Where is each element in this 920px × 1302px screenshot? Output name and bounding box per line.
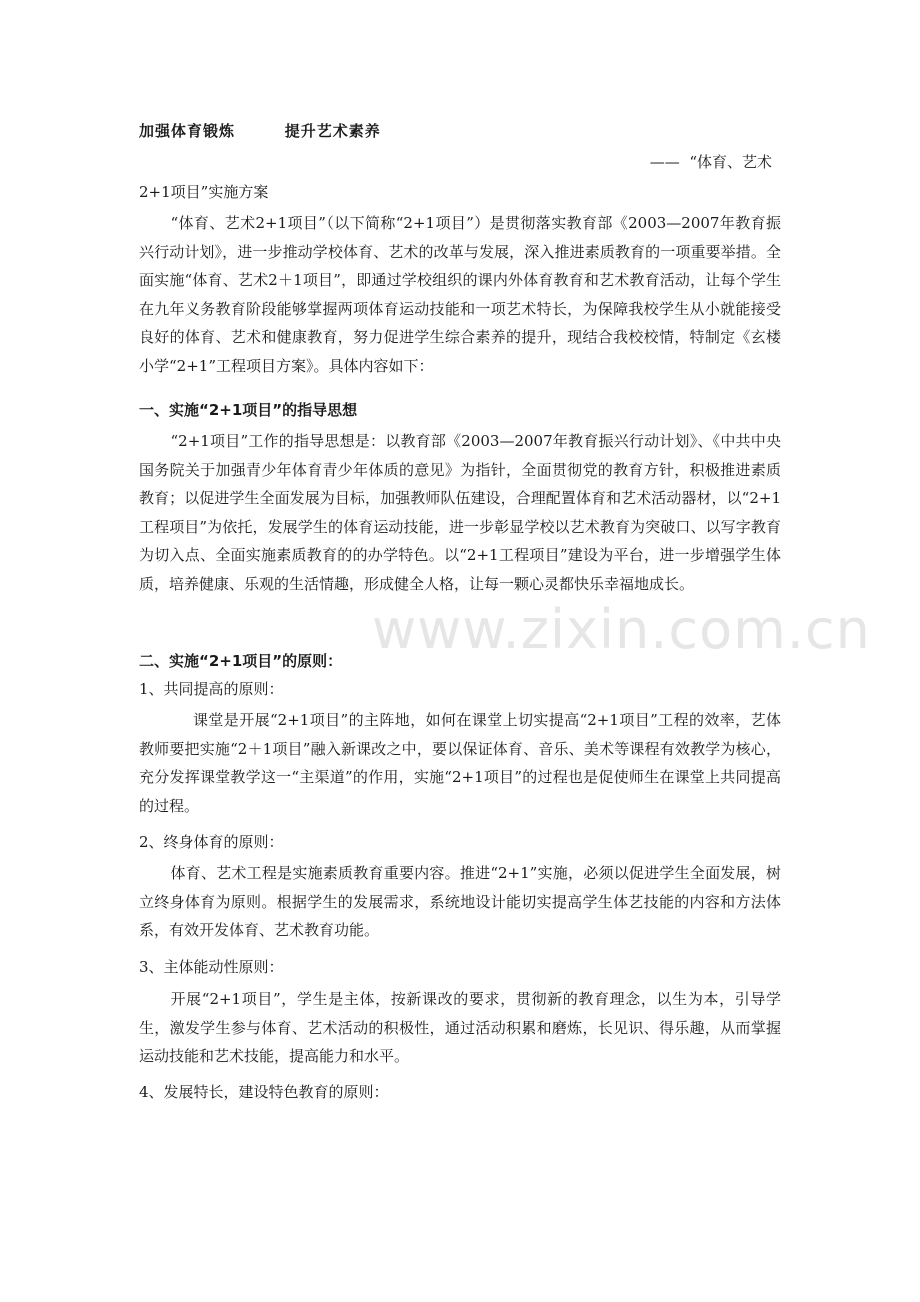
section1-heading: 一、实施“2+1项目”的指导思想 [139, 401, 358, 419]
document-title: 加强体育锻炼 提升艺术素养 [139, 122, 381, 140]
document-subtitle: —— “体育、艺术 [649, 153, 772, 171]
principle2-label: 2、终身体育的原则： [139, 833, 284, 851]
watermark: www.zixin.com.cn [372, 598, 871, 661]
section2-heading: 二、实施“2+1项目”的原则： [139, 652, 343, 670]
principle3-paragraph: 开展“2+1项目”，学生是主体，按新课改的要求，贯彻新的教育理念，以生为本，引导学生，激发学生参与体育、艺术活动的积极性，通过活动积累和磨炼，长见识、得乐趣，从而掌握运动技能和艺术技能，提高能力和水平。 [139, 990, 781, 1066]
principle4-label: 4、发展特长，建设特色教育的原则： [139, 1083, 389, 1101]
intro-paragraph: “体育、艺术2+1项目”（以下简称“2+1项目”）是贯彻落实教育部《2003—2007年教育振兴行动计划》，进一步推动学校体育、艺术的改革与发展，深入推进素质教育的一项重要举措。全面实施“体育、艺术2＋1项目”，即通过学校组织的课内外体育教育和艺术教育活动，让每个学生在九年义务教育阶段能够掌握两项体育运动技能和一项艺术特长，为保障我校学生从小就能接受良好的体育、艺术和健康教育，努力促进学生综合素养的提升，现结合我校校情，特制定《玄楼小学“2+1”工程项目方案》。具体内容如下： [139, 214, 781, 375]
section1-paragraph: “2+1项目”工作的指导思想是：以教育部《2003—2007年教育振兴行动计划》、《中共中央国务院关于加强青少年体育青少年体质的意见》为指针，全面贯彻党的教育方针，积极推进素质教育；以促进学生全面发展为目标，加强教师队伍建设，合理配置体育和艺术活动器材，以“2+1工程项目”为依托，发展学生的体育运动技能，进一步彰显学校以艺术教育为突破口、以写字教育为切入点、全面实施素质教育的的办学特色。以“2+1工程项目”建设为平台，进一步增强学生体质，培养健康、乐观的生活情趣，形成健全人格，让每一颗心灵都快乐幸福地成长。 [139, 432, 781, 593]
principle1-label: 1、共同提高的原则： [139, 680, 284, 698]
principle1-paragraph: 课堂是开展“2+1项目”的主阵地，如何在课堂上切实提高“2+1项目”工程的效率，艺体教师要把实施“2＋1项目”融入新课改之中，要以保证体育、音乐、美术等课程有效教学为核心，充分发挥课堂教学这一“主渠道”的作用，实施“2+1项目”的过程也是促使师生在课堂上共同提高的过程。 [139, 711, 781, 815]
principle3-label: 3、主体能动性原则： [139, 958, 284, 976]
document-subtitle-continued: 2+1项目”实施方案 [139, 183, 269, 201]
principle2-paragraph: 体育、艺术工程是实施素质教育重要内容。推进“2+1”实施，必须以促进学生全面发展，树立终身体育为原则。根据学生的发展需求，系统地设计能切实提高学生体艺技能的内容和方法体系，有效开发体育、艺术教育功能。 [139, 864, 781, 940]
